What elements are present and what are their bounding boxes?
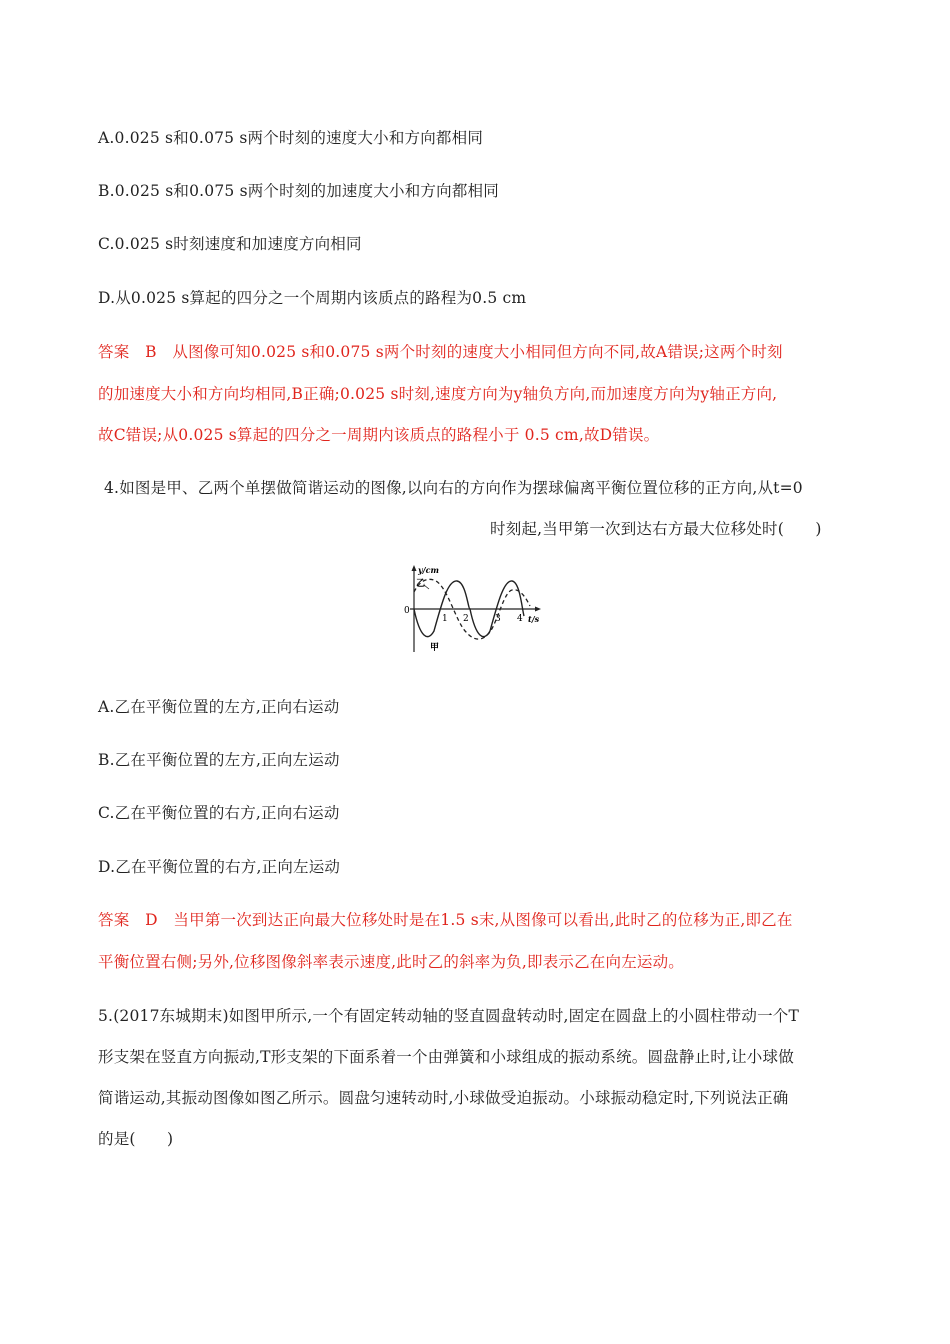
q4-option-b: B.乙在平衡位置的左方,正向左运动 xyxy=(98,751,340,769)
q3-option-c: C.0.025 s时刻速度和加速度方向相同 xyxy=(98,235,362,253)
q4-answer-line-2: 平衡位置右侧;另外,位移图像斜率表示速度,此时乙的斜率为负,即表示乙在向左运动。 xyxy=(98,953,685,971)
q3-option-b: B.0.025 s和0.075 s两个时刻的加速度大小和方向都相同 xyxy=(98,182,499,200)
tick-label-1: 1 xyxy=(442,614,448,624)
q5-stem-line-3: 简谐运动,其振动图像如图乙所示。圆盘匀速转动时,小球做受迫振动。小球振动稳定时,下列说法正确 xyxy=(98,1089,789,1107)
origin-label: 0 xyxy=(404,606,410,616)
q3-answer-line-2: 的加速度大小和方向均相同,B正确;0.025 s时刻,速度方向为y轴负方向,而加速度方向为y轴正方向, xyxy=(98,385,778,403)
q4-option-d: D.乙在平衡位置的右方,正向左运动 xyxy=(98,858,341,876)
q3-option-a: A.0.025 s和0.075 s两个时刻的速度大小和方向都相同 xyxy=(98,129,484,147)
x-axis-label: t/s xyxy=(528,614,540,624)
label-jia: 甲 xyxy=(430,643,440,653)
q3-answer-line-1: 答案 B 从图像可知0.025 s和0.075 s两个时刻的速度大小相同但方向不同,故A错误;这两个时刻 xyxy=(98,343,783,361)
q3-answer-line-3: 故C错误;从0.025 s算起的四分之一周期内该质点的路程小于 0.5 cm,故D错误。 xyxy=(98,426,660,444)
q3-option-d: D.从0.025 s算起的四分之一个周期内该质点的路程为0.5 cm xyxy=(98,289,527,307)
tick-label-4: 4 xyxy=(517,614,523,624)
q4-stem-line-2: 时刻起,当甲第一次到达右方最大位移处时( ) xyxy=(490,520,822,538)
q5-stem-line-1: 5.(2017东城期末)如图甲所示,一个有固定转动轴的竖直圆盘转动时,固定在圆盘上的小圆柱带动一个T xyxy=(98,1007,800,1025)
x-axis-arrow xyxy=(535,607,541,612)
oscillation-graph xyxy=(400,562,550,657)
tick-label-2: 2 xyxy=(463,614,469,624)
q4-answer-line-1: 答案 D 当甲第一次到达正向最大位移处时是在1.5 s末,从图像可以看出,此时乙的位移为正,即乙在 xyxy=(98,911,793,929)
q4-option-c: C.乙在平衡位置的右方,正向右运动 xyxy=(98,804,340,822)
y-axis-arrow xyxy=(412,565,417,571)
q5-stem-line-2: 形支架在竖直方向振动,T形支架的下面系着一个由弹簧和小球组成的振动系统。圆盘静止时,让小球做 xyxy=(98,1048,794,1066)
tick-label-3: 3 xyxy=(495,614,501,624)
q4-stem-line-1: 4.如图是甲、乙两个单摆做简谐运动的图像,以向右的方向作为摆球偏离平衡位置位移的正方向,从t=0 xyxy=(104,479,803,497)
q4-option-a: A.乙在平衡位置的左方,正向右运动 xyxy=(98,698,340,716)
q5-stem-line-4: 的是( ) xyxy=(98,1130,174,1148)
y-axis-label: y/cm xyxy=(418,565,439,575)
label-yi: 乙 xyxy=(416,579,426,589)
